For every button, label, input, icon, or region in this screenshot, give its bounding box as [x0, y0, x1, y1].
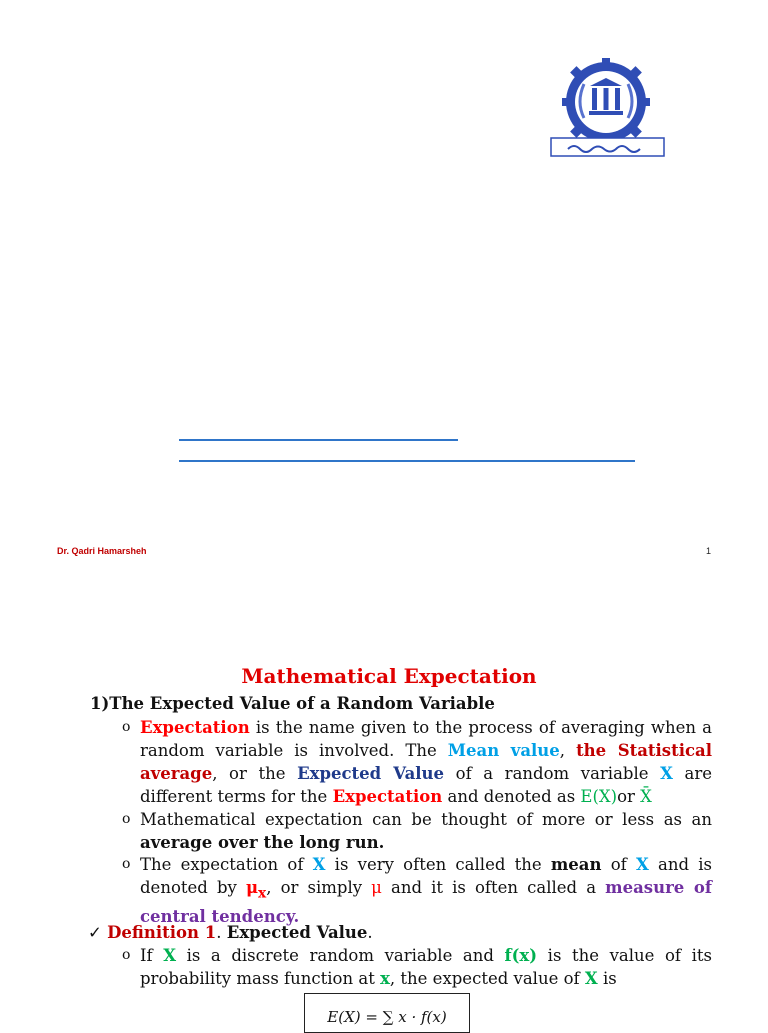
bullet-marker: o — [122, 811, 131, 827]
paragraph-mean: The expectation of X is very often called the mean of X and is denoted by $\mu_x$, or simply μ and it is often called a measure of central tendency. — [140, 855, 712, 927]
section-heading: 1)The Expected Value of a Random Variable — [90, 694, 495, 713]
page-title: Mathematical Expectation — [241, 664, 537, 688]
title-underline — [179, 439, 458, 441]
bullet-marker: o — [122, 947, 131, 963]
paragraph-long-run: Mathematical expectation can be thought of more or less as an average over the long run. — [140, 810, 712, 852]
bullet-marker: o — [122, 719, 131, 735]
paragraph-definition: If X is a discrete random variable and f(x) is the value of its probability mass function at x, the expected value of X is — [140, 946, 712, 988]
page-number: 1 — [706, 546, 712, 556]
logo-banner — [551, 138, 664, 156]
expected-value-formula: E(X) = ∑ x · f(x) — [327, 1008, 447, 1026]
bullet-marker: o — [122, 856, 131, 872]
formula-box — [304, 993, 470, 1033]
footer-author: Dr. Qadri Hamarsheh — [57, 546, 147, 556]
subtitle-underline — [179, 460, 635, 462]
paragraph-expectation: Expectation is the name given to the process of averaging when a random variable is involved. The Mean value, the Statistical average, or the Expected Value of a random variable X are different terms for the Expectation and denoted as E(X)or X̄ — [140, 718, 713, 806]
university-logo — [548, 58, 668, 158]
definition-heading: ✓ Definition 1. Expected Value. — [88, 923, 373, 942]
